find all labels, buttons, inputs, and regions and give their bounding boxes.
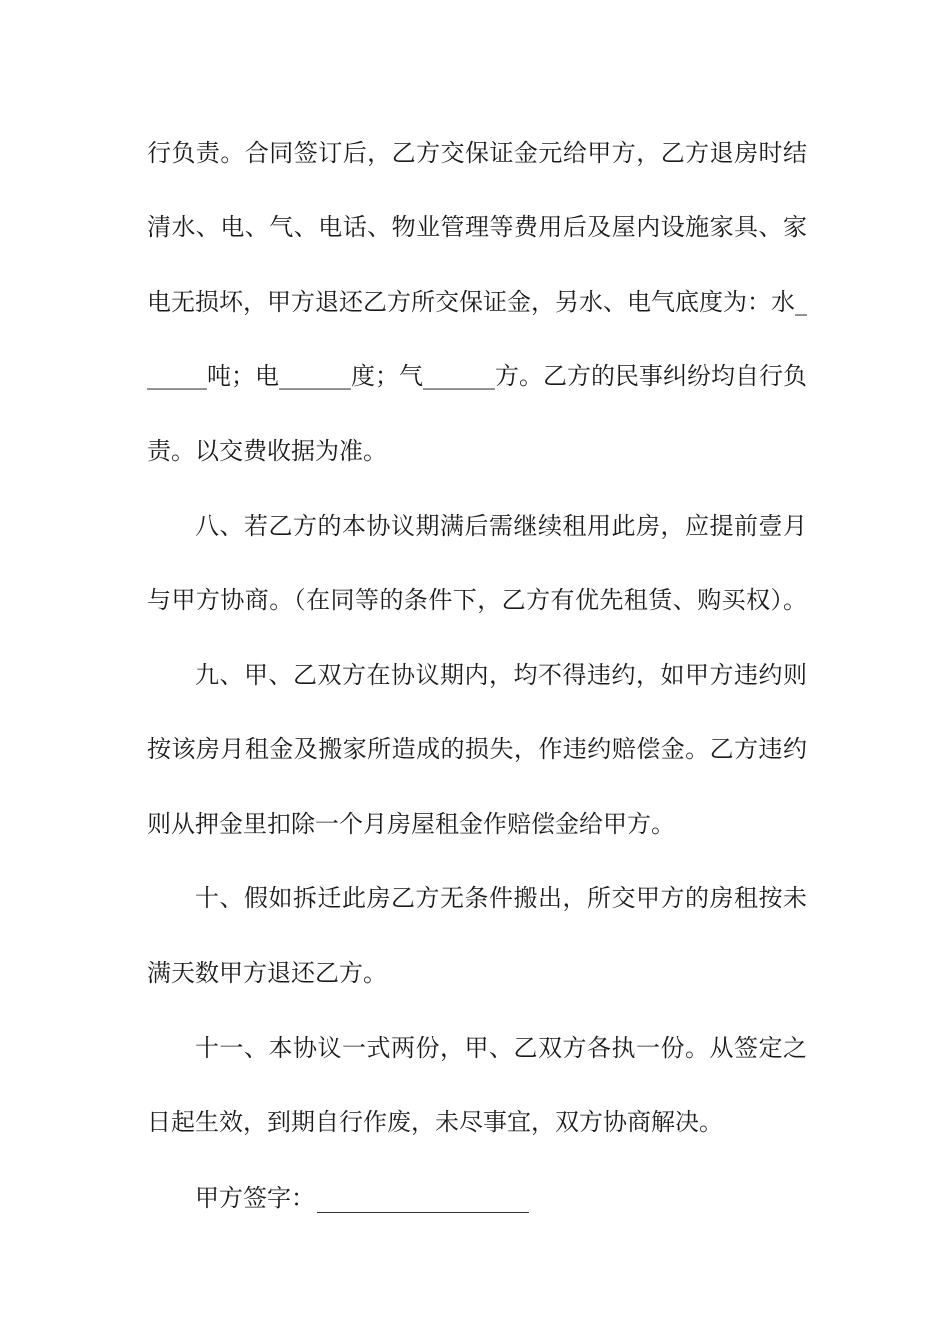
text-line: 则从押金里扣除一个月房屋租金作赔偿金给甲方。	[147, 810, 675, 838]
text-line: 行负责。合同签订后，乙方交保证金元给甲方，乙方退房时结	[147, 139, 807, 167]
clause-9-line: 九、甲、乙双方在协议期内，均不得违约，如甲方违约则	[195, 661, 807, 689]
text-line: 满天数甲方退还乙方。	[147, 959, 387, 987]
party-a-signature	[195, 1183, 529, 1213]
text-line: 日起生效，到期自行作废，未尽事宜，双方协商解决。	[147, 1108, 723, 1136]
signature-label: 甲方签字：	[195, 1184, 315, 1212]
text-line: 按该房月租金及搬家所造成的损失，作违约赔偿金。乙方违约	[147, 735, 807, 763]
signature-blank	[317, 1190, 529, 1213]
clause-10-line: 十、假如拆迁此房乙方无条件搬出，所交甲方的房租按未	[195, 884, 807, 912]
text-line: 电无损坏，甲方退还乙方所交保证金，另水、电气底度为：水_	[147, 288, 807, 316]
clause-11-line: 十一、本协议一式两份，甲、乙双方各执一份。从签定之	[195, 1034, 807, 1062]
text-line: 责。以交费收据为准。	[147, 437, 387, 465]
text-line: _____吨；电______度；气______方。乙方的民事纠纷均自行负	[147, 362, 807, 390]
text-line: 与甲方协商。（在同等的条件下，乙方有优先租赁、购买权）。	[147, 586, 807, 614]
text-line: 清水、电、气、电话、物业管理等费用后及屋内设施家具、家	[147, 213, 807, 241]
clause-8-line: 八、若乙方的本协议期满后需继续租用此房，应提前壹月	[195, 512, 807, 540]
